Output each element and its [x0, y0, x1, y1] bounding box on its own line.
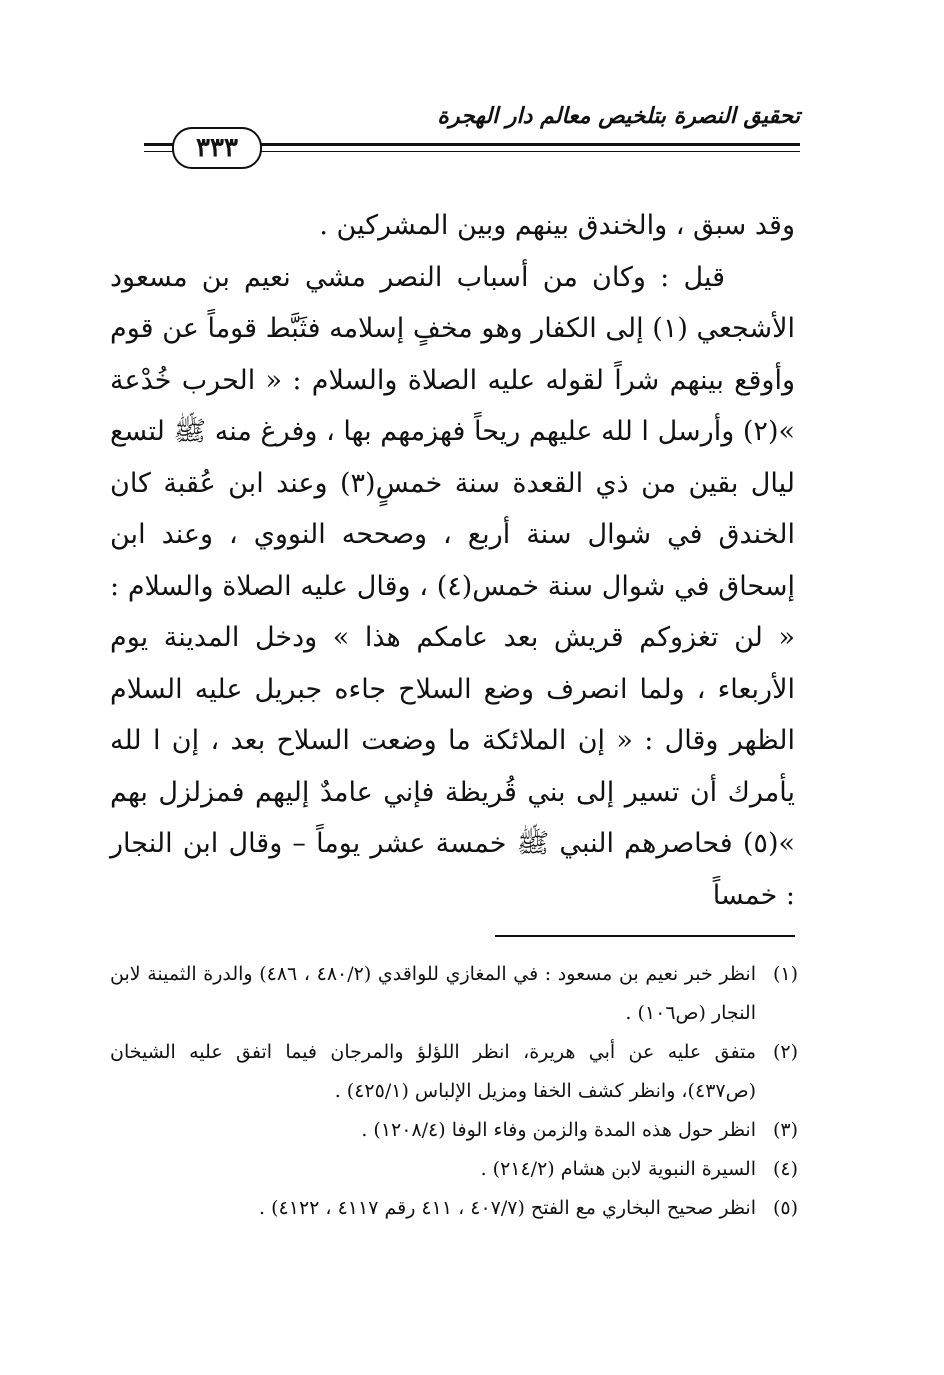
footnote: [110, 1150, 798, 1189]
footnotes: [110, 955, 798, 1228]
footnote-number: (١): [772, 963, 798, 985]
header-rule-thin: [255, 151, 800, 152]
footnote: [110, 1189, 798, 1228]
running-title: تحقيق النصرة بتلخيص معالم دار الهجرة: [437, 103, 800, 129]
footnote-text: انظر حول هذه المدة والزمن وفاء الوفا (١٢٠٨/٤) .: [361, 1119, 756, 1141]
footnote-number: (٥): [772, 1197, 798, 1219]
footnote-number: (٤): [772, 1158, 798, 1180]
page-number-badge: ٣٣٣: [172, 127, 262, 169]
header-rule-left-thin: [144, 151, 174, 152]
footnote-text: السيرة النبوية لابن هشام (٢١٤/٢) .: [480, 1158, 756, 1180]
footnote-text: انظر خبر نعيم بن مسعود : في المغازي للواقدي (٤٨٠/٢ ، ٤٨٦) والدرة الثمينة لابن النجار (ص١٠٦) .: [110, 963, 756, 1024]
footnote: [110, 955, 798, 1033]
footnote: [110, 1111, 798, 1150]
header-rule-thick: [255, 143, 800, 146]
footnote: [110, 1033, 798, 1111]
footnote-number: (٣): [772, 1119, 798, 1141]
header-rule-left-thick: [144, 143, 174, 146]
footnote-text: انظر صحيح البخاري مع الفتح (٤٠٧/٧ ، ٤١١ رقم ٤١١٧ ، ٤١٢٢) .: [259, 1197, 756, 1219]
footnote-text: متفق عليه عن أبي هريرة، انظر اللؤلؤ والمرجان فيما اتفق عليه الشيخان (ص٤٣٧)، وانظر كشف الخفا ومزيل الإلباس (٤٢٥/١) .: [110, 1041, 756, 1102]
page-header: [120, 95, 800, 165]
paragraph-1: وقد سبق ، والخندق بينهم وبين المشركين .: [319, 210, 795, 241]
main-text: [110, 200, 795, 921]
paragraph-2: قيل : وكان من أسباب النصر مشي نعيم بن مسعود الأشجعي (١) إلى الكفار وهو مخفٍ إسلامه فثَبَّط قوماً عن قوم وأوقع بينهم شراً لقوله عليه الصلاة والسلام : « الحرب خُدْعة »(٢) وأرسل ا لله عليهم ريحاً فهزمهم بها ، وفرغ منه ﷺ لتسع ليال بقين من ذي القعدة سنة خمسٍ(٣) وعند ابن عُقبة كان الخندق في شوال سنة أربع ، وصححه النووي ، وعند ابن إسحاق في شوال سنة خمس(٤) ، وقال عليه الصلاة والسلام : « لن تغزوكم قريش بعد عامكم هذا » ودخل المدينة يوم الأربعاء ، ولما انصرف وضع السلاح جاءه جبريل عليه السلام الظهر وقال : « إن الملائكة ما وضعت السلاح بعد ، إن ا لله يأمرك أن تسير إلى بني قُريظة فإني عامدٌ إليهم فمزلزل بهم »(٥) فحاصرهم النبي ﷺ خمسة عشر يوماً – وقال ابن النجار : خمساً: [110, 261, 795, 911]
footnote-separator: [495, 935, 795, 937]
footnote-number: (٢): [772, 1041, 798, 1063]
